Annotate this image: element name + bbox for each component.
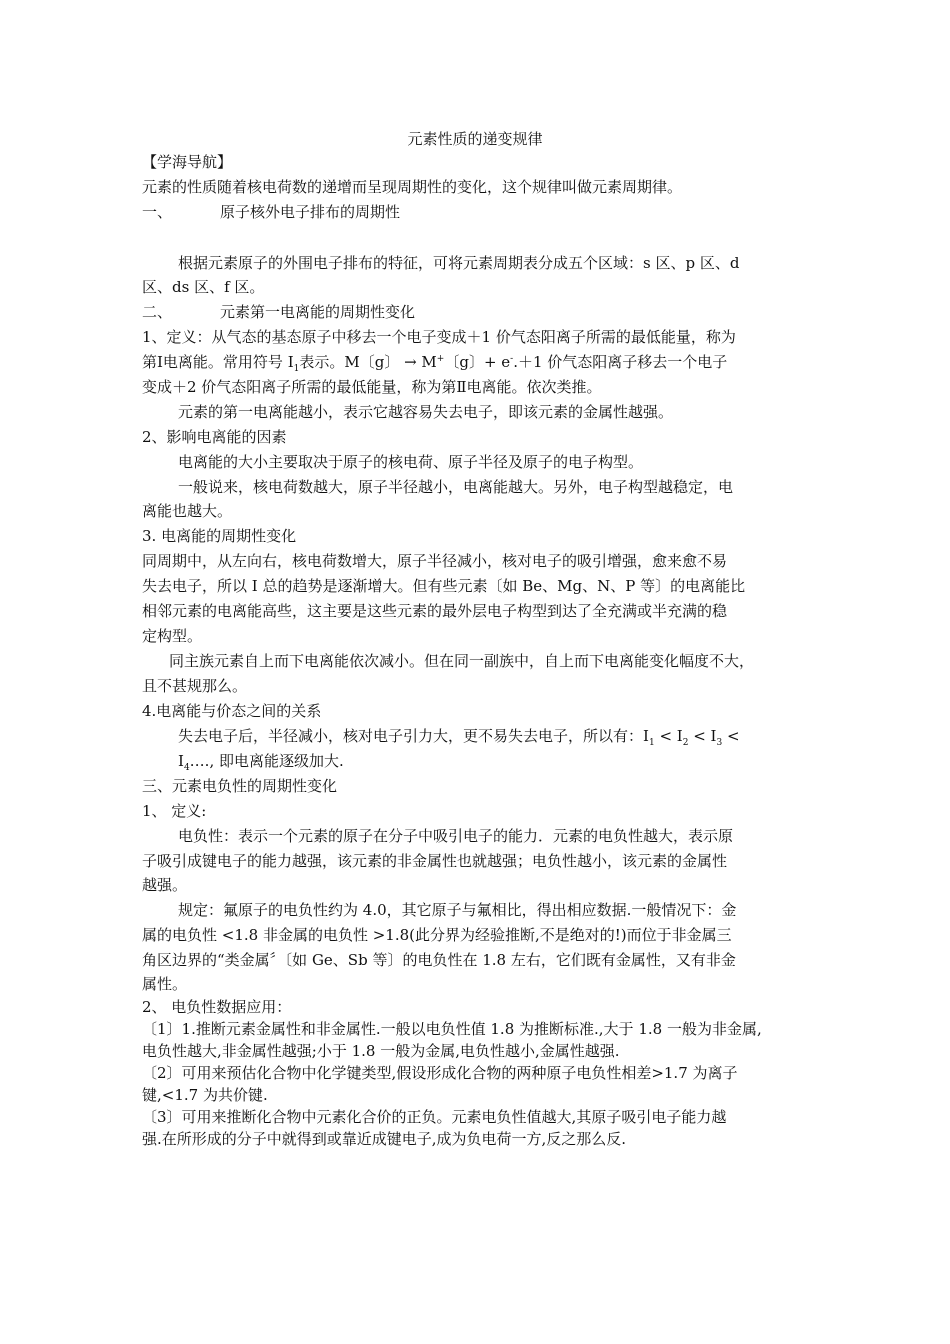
application-line: 键,<1.7 为共价键. — [142, 1086, 268, 1104]
periodic-heading: 3. 电离能的周期性变化 — [142, 527, 297, 545]
factors-line-1: 电离能的大小主要取决于原子的核电荷、原子半径及原子的电子构型。 — [178, 453, 644, 471]
periodic-line: 定构型。 — [142, 627, 203, 645]
valence-text: < I — [688, 727, 717, 745]
application-line: 〔1〕1.推断元素金属性和非金属性.一般以电负性值 1.8 为推断标准.,大于 1.8 一般为非金属, — [142, 1020, 762, 1038]
definition-line-1: 1、定义：从气态的基态原子中移去一个电子变成＋1 价气态阳离子所需的最低能量，称为 — [142, 328, 736, 346]
subscript: 1 — [648, 738, 655, 748]
valence-text: I — [178, 752, 184, 770]
application-line: 〔3〕可用来推断化合物中元素化合价的正负。元素电负性值越大,其原子吸引电子能力越 — [142, 1108, 727, 1126]
heading-1 — [142, 201, 400, 223]
valence-text: < I — [654, 727, 683, 745]
superscript: - — [510, 354, 514, 364]
electronegativity-definition-line: 电负性：表示一个元素的原子在分子中吸引电子的能力．元素的电负性越大，表示原 — [178, 827, 734, 845]
electronegativity-definition-line: 子吸引成键电子的能力越强，该元素的非金属性也就越强；电负性越小，该元素的金属性 — [142, 852, 728, 870]
application-heading: 2、 电负性数据应用： — [142, 998, 292, 1016]
block-paragraph-line-2: 区、ds 区、f 区。 — [142, 278, 265, 296]
application-line: 〔2〕可用来预估化合物中化学键类型,假设形成化合物的两种原子电负性相差>1.7 为离子 — [142, 1064, 738, 1082]
electronegativity-rule-line: 属的电负性 <1.8 非金属的电负性 >1.8(此分界为经验推断,不是绝对的!)而位于非金属三 — [142, 926, 732, 944]
periodic-line: 同主族元素自上而下电离能依次减小。但在同一副族中，自上而下电离能变化幅度不大， — [169, 652, 755, 670]
electronegativity-rule-line: 属性。 — [142, 975, 188, 993]
electronegativity-definition-line: 越强。 — [142, 876, 188, 894]
periodic-line: 同周期中，从左向右，核电荷数增大，原子半径减小，核对电子的吸引增强，愈来愈不易 — [142, 552, 728, 570]
factors-heading: 2、影响电离能的因素 — [142, 428, 287, 446]
factors-line-2: 一般说来，核电荷数越大，原子半径越小，电离能越大。另外，电子构型越稳定，电 — [178, 478, 734, 496]
definition-text-a: 第Ⅰ电离能。常用符号 I — [142, 353, 294, 371]
periodic-line: 且不甚规那么。 — [142, 677, 248, 695]
valence-text: …., 即电离能逐级加大. — [189, 752, 344, 770]
application-line: 强.在所形成的分子中就得到或靠近成键电子,成为负电荷一方,反之那么反. — [142, 1130, 627, 1148]
heading-3: 三、元素电负性的周期性变化 — [142, 777, 338, 795]
application-line: 电负性越大,非金属性越强;小于 1.8 一般为金属,电负性越小,金属性越强. — [142, 1042, 620, 1060]
definition-line-4: 元素的第一电离能越小，表示它越容易失去电子，即该元素的金属性越强。 — [178, 403, 674, 421]
periodic-line: 失去电子，所以 I 总的趋势是逐渐增大。但有些元素〔如 Be、Mg、N、P 等〕的电离能比 — [142, 577, 746, 595]
valence-line-2 — [178, 750, 344, 772]
subscript: 1 — [293, 364, 300, 374]
heading-2 — [142, 301, 415, 323]
electronegativity-rule-line: 规定：氟原子的电负性约为 4.0，其它原子与氟相比，得出相应数据.一般情况下：金 — [178, 901, 737, 919]
valence-text: < — [722, 727, 740, 745]
section-header: 【学海导航】 — [142, 153, 233, 171]
factors-line-3: 离能也越大。 — [142, 502, 233, 520]
block-paragraph-line-1: 根据元素原子的外围电子排布的特征，可将元素周期表分成五个区域：s 区、p 区、d — [178, 254, 740, 272]
subscript: 2 — [682, 738, 689, 748]
periodic-line: 相邻元素的电离能高些，这主要是这些元素的最外层电子构型到达了全充满或半充满的稳 — [142, 602, 728, 620]
heading-2-text: 元素第一电离能的周期性变化 — [220, 303, 416, 321]
definition-text-d: .＋1 价气态阳离子移去一个电子 — [513, 353, 728, 371]
subscript: 3 — [716, 738, 723, 748]
superscript: + — [436, 354, 445, 364]
intro-paragraph: 元素的性质随着核电荷数的递增而呈现周期性的变化，这个规律叫做元素周期律。 — [142, 178, 683, 196]
definition-line-3: 变成＋2 价气态阳离子所需的最低能量，称为第Ⅱ电离能。依次类推。 — [142, 378, 602, 396]
subscript: 4 — [183, 763, 190, 773]
page-title: 元素性质的递变规律 — [407, 130, 543, 148]
valence-heading: 4.电离能与价态之间的关系 — [142, 702, 322, 720]
heading-1-text: 原子核外电子排布的周期性 — [220, 203, 401, 221]
electronegativity-definition-heading: 1、 定义: — [142, 802, 207, 820]
valence-line-1 — [178, 725, 740, 747]
valence-text: 失去电子后，半径减小，核对电子引力大，更不易失去电子，所以有：I — [178, 727, 649, 745]
electronegativity-rule-line: 角区边界的“类金属〞〔如 Ge、Sb 等〕的电负性在 1.8 左右，它们既有金属性，又有非金 — [142, 951, 736, 969]
definition-text-b: 表示。M〔g〕 → M — [299, 353, 437, 371]
heading-2-number: 二、 — [142, 303, 173, 321]
definition-text-c: 〔g〕+ e — [444, 353, 511, 371]
definition-line-2 — [142, 351, 727, 373]
heading-1-number: 一、 — [142, 203, 173, 221]
